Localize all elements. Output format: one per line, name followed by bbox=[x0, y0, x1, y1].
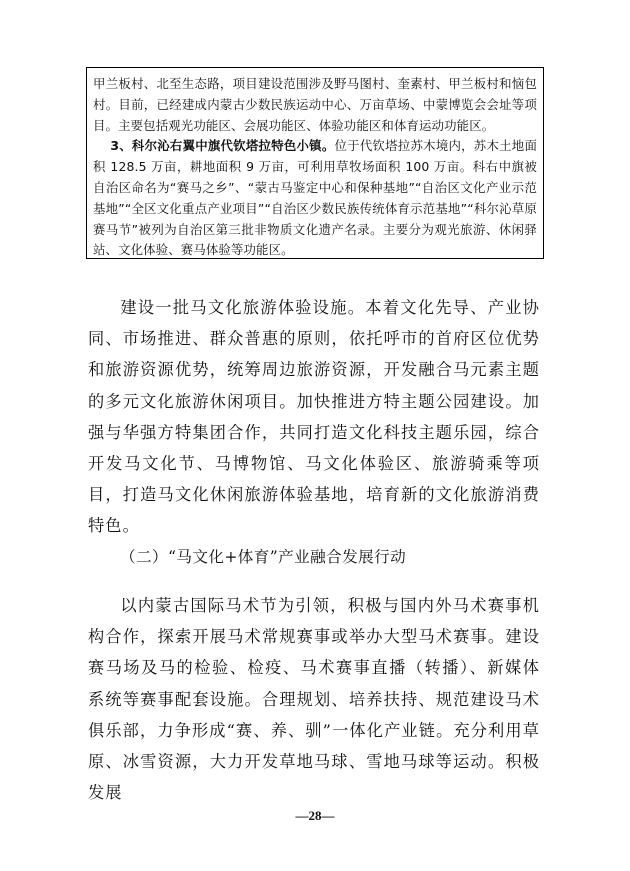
info-box-item-title: 3、科尔沁右翼中旗代钦塔拉特色小镇。 bbox=[110, 138, 335, 154]
body-paragraph-1: 建设一批马文化旅游体验设施。本着文化先导、产业协同、市场推进、群众普惠的原则，依托呼市的首府区位优势和旅游资源优势，统筹周边旅游资源，开发融合马元素主题的多元文化旅游休闲项目。加快推进方特主题公园建设。加强与华强方特集团合作，共同打造文化科技主题乐园，综合开发马文化节、马博物馆、马文化体验区、旅游骑乘等项目，打造马文化休闲旅游体验基地，培育新的文化旅游消费特色。 bbox=[88, 298, 540, 536]
info-box-paragraph-1: 甲兰板村、北至生态路，项目建设范围涉及野马图村、奎素村、甲兰板村和恼包村。目前，已经建成内蒙古少数民族运动中心、万亩草场、中蒙博览会会址等项目。主要包括观光功能区、会展功能区、体验功能区和体育运动功能区。 bbox=[93, 76, 537, 133]
info-box-item-body: 位于代钦塔拉苏木境内，苏木土地面积 128.5 万亩，耕地面积 9 万亩，可利用草牧场面积 100 万亩。科右中旗被自治区命名为“赛马之乡”、“蒙古马鉴定中心和保种基地”“自治区文化产业示范基地”“全区文化重点产业项目”“自治区少数民族传统体育示范基地”“科尔沁草原赛马节”被列为自治区第三批非物质文化遗产名录。主要分为观光旅游、休闲驿站、文化体验、赛马体验等功能区。 bbox=[93, 138, 537, 258]
info-box bbox=[86, 67, 544, 259]
body-paragraph-2: 以内蒙古国际马术节为引领，积极与国内外马术赛事机构合作，探索开展马术常规赛事或举办大型马术赛事。建设赛马场及马的检验、检疫、马术赛事直播（转播）、新媒体系统等赛事配套设施。合理规划、培养扶持、规范建设马术俱乐部，力争形成“赛、养、驯”一体化产业链。充分利用草原、冰雪资源，大力开发草地马球、雪地马球等运动。积极发展 bbox=[88, 596, 540, 803]
info-box-text bbox=[93, 74, 537, 261]
page-number: —28— bbox=[295, 808, 335, 823]
section-heading: （二）“马文化+体育”产业融合发展行动 bbox=[120, 548, 407, 566]
info-box-paragraph-2 bbox=[93, 136, 537, 261]
